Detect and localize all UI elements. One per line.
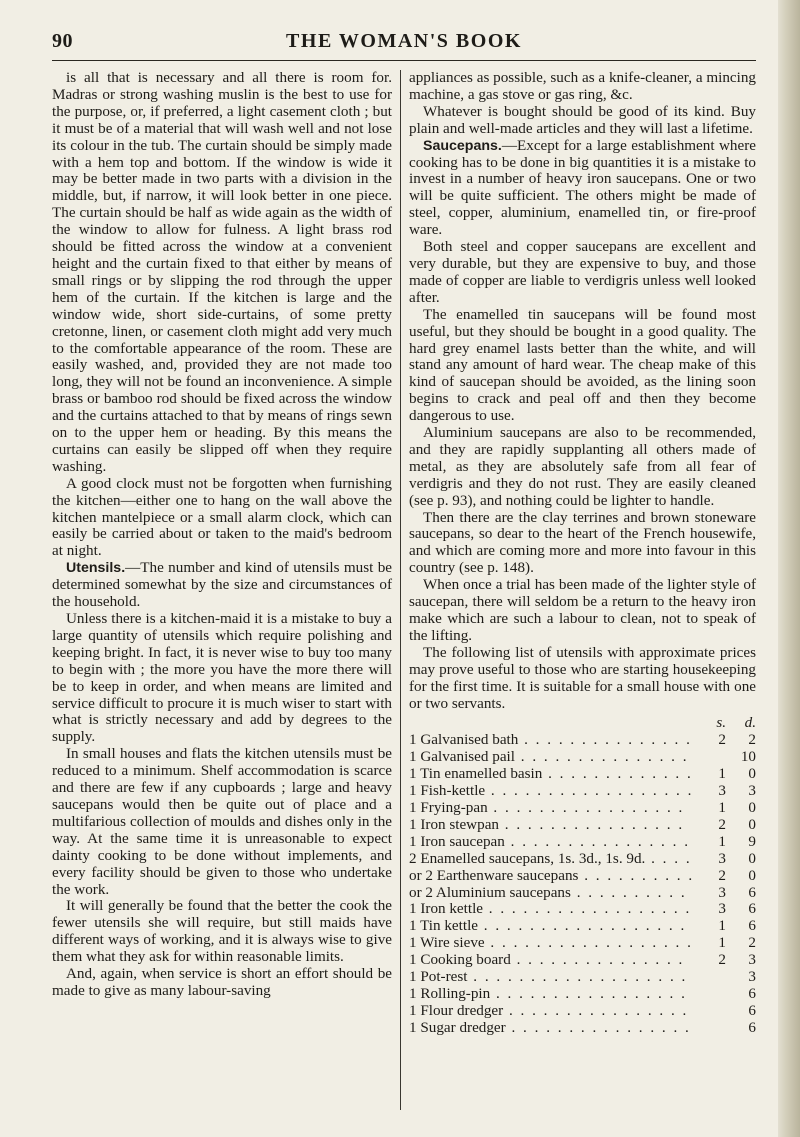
price-row bbox=[409, 834, 756, 851]
price-row bbox=[409, 969, 756, 986]
subheading: Utensils. bbox=[66, 560, 126, 577]
paragraph-text: —The number and kind of utensils must be determined somewhat by the size and circumstances of the household. bbox=[52, 559, 392, 611]
running-head: THE WOMAN'S BOOK bbox=[286, 30, 522, 52]
price-pence: 3 bbox=[748, 968, 756, 986]
price-pence: 6 bbox=[748, 883, 756, 901]
price-row bbox=[409, 935, 756, 952]
dot-leader: . . . . . . . . . . . . . bbox=[542, 766, 693, 783]
price-row bbox=[409, 766, 756, 783]
price-pence: 6 bbox=[748, 917, 756, 935]
paragraph-text: A good clock must not be forgotten when furnishing the kitchen—either one to hang on the wall above the kitchen mantelpiece or a small alarm clock, which can easily be carried about or taken to the maid's bedroom at night. bbox=[52, 474, 392, 560]
price-list bbox=[409, 715, 756, 1036]
price-item-name: 1 Tin enamelled basin bbox=[409, 766, 543, 783]
price-row bbox=[409, 732, 756, 749]
price-item-name: 1 Flour dredger bbox=[409, 1002, 504, 1019]
shillings-header: s. bbox=[716, 714, 726, 732]
price-shillings: 3 bbox=[718, 849, 726, 867]
price-shillings bbox=[710, 1020, 726, 1037]
paragraph-text: Unless there is a kitchen-maid it is a mistake to buy a large quantity of utensils which require polishing and keeping bright. In fact, it is never wise to buy too many to begin with ; the more you have the more there will be to keep in order, and when means are limited and service difficult to procure it is much wiser to start with what is strictly necessary and add by degrees to the supply. bbox=[52, 610, 392, 746]
paragraph bbox=[52, 476, 392, 561]
paragraph bbox=[409, 239, 756, 307]
price-row bbox=[409, 1003, 756, 1020]
right-paragraphs bbox=[409, 70, 756, 712]
price-row bbox=[409, 918, 756, 935]
price-pence: 9 bbox=[748, 832, 756, 850]
price-shillings: 2 bbox=[718, 815, 726, 833]
dot-leader: . . . . . . . . . . . . . . . bbox=[514, 749, 689, 766]
paragraph bbox=[52, 70, 392, 476]
price-row bbox=[409, 868, 756, 885]
price-shillings: 2 bbox=[718, 951, 726, 969]
price-item-name: 1 Cooking board bbox=[409, 952, 511, 969]
price-pence: 0 bbox=[748, 866, 756, 884]
price-row bbox=[409, 986, 756, 1003]
price-pence: 6 bbox=[748, 984, 756, 1002]
price-item-name: 1 Rolling-pin bbox=[409, 985, 491, 1002]
price-row bbox=[409, 952, 756, 969]
paragraph bbox=[52, 611, 392, 746]
dot-leader: . . . . . . . . . . . . . . . . . . bbox=[478, 918, 687, 935]
price-shillings: 3 bbox=[718, 883, 726, 901]
paragraph bbox=[409, 645, 756, 713]
price-item-name: 1 Iron stewpan bbox=[409, 816, 499, 833]
price-item-name: 1 Tin kettle bbox=[409, 918, 478, 935]
page-header bbox=[52, 30, 756, 61]
paragraph bbox=[52, 898, 392, 966]
page-number: 90 bbox=[52, 30, 73, 52]
price-item-name: 1 Frying-pan bbox=[409, 799, 488, 816]
price-pence: 3 bbox=[748, 782, 756, 800]
price-item-name: 1 Iron kettle bbox=[409, 901, 483, 918]
dot-leader: . . . . . . . . . . bbox=[570, 884, 687, 901]
paragraph-text: The following list of utensils with approximate prices may prove useful to those who are starting housekeeping for the first time. It is suitable for a small house with one or two servants. bbox=[409, 643, 756, 712]
price-row bbox=[409, 885, 756, 902]
price-row bbox=[409, 783, 756, 800]
paragraph-text: Both steel and copper saucepans are excellent and very durable, but they are expensive to buy, and those made of copper are liable to verdigris unless well looked after. bbox=[409, 238, 756, 306]
paragraph-text: Aluminium saucepans are also to be recommended, and they are rapidly supplanting all others made of metal, as they are absolutely safe from all fear of verdigris and they do not rust. They are easily cleaned (see p. 93), and nothing could be lighter to handle. bbox=[409, 424, 756, 509]
price-list-header bbox=[409, 715, 756, 732]
price-pence: 3 bbox=[748, 951, 756, 969]
right-column bbox=[409, 70, 756, 1037]
dot-leader: . . . . . . . . . . . . . . . . bbox=[498, 816, 685, 833]
price-pence: 10 bbox=[740, 748, 756, 766]
price-item-name: 1 Pot-rest bbox=[409, 969, 468, 986]
price-shillings: 1 bbox=[718, 765, 726, 783]
price-row bbox=[409, 1020, 756, 1037]
pence-header: d. bbox=[744, 714, 756, 732]
price-pence: 0 bbox=[748, 815, 756, 833]
paragraph-text: —Except for a large establishment where cooking has to be done in big quantities it is a mistake to invest in a number of heavy iron saucepans. One or two will be quite sufficient. The others might be made of steel, copper, aluminium, enamelled tin, or fire-proof ware. bbox=[409, 136, 756, 239]
price-item-name: 1 Fish-kettle bbox=[409, 783, 486, 800]
paragraph-text: When once a trial has been made of the lighter style of saucepan, there will seldom be a return to the heavy iron make which are such a labour to clean, not to speak of the lifting. bbox=[409, 576, 756, 644]
price-shillings: 2 bbox=[718, 731, 726, 749]
price-item-name: 2 Enamelled saucepans, 1s. 3d., 1s. 9d. bbox=[409, 850, 646, 867]
paragraph-text: The enamelled tin saucepans will be found most useful, but they should be bought in a good quality. The hard grey enamel lasts better than the white, and will stand any amount of hard wear. The cheap make of this kind of saucepan should be avoided, as the lining soon begins to crack and peal off and then they become dangerous to use. bbox=[409, 305, 756, 425]
paragraph bbox=[409, 425, 756, 510]
dot-leader: . . . . . . . . . . . . . . . . . bbox=[490, 985, 687, 1002]
price-shillings: 1 bbox=[718, 934, 726, 952]
dot-leader: . . . . . . . . . . . . . . . . bbox=[505, 1019, 691, 1036]
price-item-name: 1 Wire sieve bbox=[409, 935, 485, 952]
paragraph bbox=[409, 307, 756, 425]
paragraph bbox=[409, 510, 756, 578]
price-pence: 6 bbox=[748, 900, 756, 918]
paragraph bbox=[409, 577, 756, 645]
dot-leader: . . . . . . . . . . . . . . . bbox=[518, 732, 692, 749]
dot-leader: . . . . . . . . . . . . . . . . . bbox=[487, 799, 685, 816]
paragraph bbox=[52, 560, 392, 611]
page-edge-shadow bbox=[778, 0, 800, 1137]
price-pence: 2 bbox=[748, 934, 756, 952]
price-shillings bbox=[710, 969, 726, 986]
paragraph bbox=[52, 746, 392, 898]
dot-leader: . . . . . . . . . . . . . . . . . . bbox=[484, 935, 693, 952]
paragraph-text: appliances as possible, such as a knife-cleaner, a mincing machine, a gas stove or gas ring, &c. bbox=[409, 69, 756, 103]
dot-leader: . . . . . . . . . . . . . . . bbox=[510, 952, 685, 969]
price-shillings: 3 bbox=[718, 900, 726, 918]
price-row bbox=[409, 800, 756, 817]
subheading: Saucepans. bbox=[423, 137, 502, 154]
paragraph bbox=[409, 70, 756, 104]
dot-leader: . . . . . . . . . . . . . . . . . . bbox=[485, 783, 694, 800]
dot-leader: . . . . . . . . . . . . . . . . bbox=[504, 833, 690, 850]
price-item-name: 1 Sugar dredger bbox=[409, 1019, 506, 1036]
paragraph-text: Whatever is bought should be good of its kind. Buy plain and well-made articles and they will last a lifetime. bbox=[409, 102, 756, 137]
dot-leader: . . . . . . . . . . . . . . . . . . bbox=[483, 901, 692, 918]
price-row bbox=[409, 901, 756, 918]
price-row bbox=[409, 817, 756, 834]
dot-leader: . . . . . . . . . . bbox=[578, 867, 695, 884]
price-shillings bbox=[710, 1003, 726, 1020]
price-shillings bbox=[710, 986, 726, 1003]
dot-leader: . . . . bbox=[645, 850, 692, 867]
price-shillings: 1 bbox=[718, 832, 726, 850]
dot-leader: . . . . . . . . . . . . . . . . . . . bbox=[467, 969, 688, 986]
price-pence: 0 bbox=[748, 849, 756, 867]
paragraph-text: is all that is necessary and all there is room for. Madras or strong washing muslin is the best to use for the purpose, or, if preferred, a light casement cloth ; but it must be of a material that will wash well and not lose its colour in the tub. The curtain should be simply made with a hem top and bottom. If the window is wide it may be better made in two parts with a division in the middle, but, if narrow, it will look better in one piece. The curtain should be half as wide again as the width of the window to allow for fulness. A light brass rod should be fitted across the window at a convenient height and the curtain fixed to that either by means of small rings or by slipping the rod through the upper hem of the curtain. If the kitchen is large and the window wide, short side-curtains, of some pretty cretonne, linen, or casement cloth might add very much to the comfortable appearance of the room. These are easily washed, and, provided they are not made too long, they will not be found an inconvenience. A simple brass or bamboo rod should be fixed across the window and the curtains attached to that by means of rings sewn on to the upper hem or heading. By this means the curtains can easily be slipped off when they require washing. bbox=[52, 69, 392, 475]
price-item-name: 1 Galvanised pail bbox=[409, 749, 515, 766]
paragraph-text: It will generally be found that the better the cook the fewer utensils she will require, but still maids have different ways of working, and it is always wise to give them what they ask for within reasonable limits. bbox=[52, 897, 392, 966]
price-shillings: 1 bbox=[718, 798, 726, 816]
price-shillings bbox=[710, 749, 726, 766]
paragraph-text: In small houses and flats the kitchen utensils must be reduced to a minimum. Shelf accommodation is scarce and there are few if any cupboards ; large and heavy saucepans would then be quite out of place and a multifarious collection of moulds and dishes only in the way. At the same time it is unreasonable to expect dainty cooking to be done without implements, and every facility should be given to those who undertake the work. bbox=[52, 745, 392, 898]
paragraph bbox=[409, 104, 756, 138]
price-pence: 6 bbox=[748, 1018, 756, 1036]
paragraph bbox=[52, 966, 392, 1000]
price-pence: 6 bbox=[748, 1001, 756, 1019]
price-item-name: or 2 Earthenware saucepans bbox=[409, 867, 579, 884]
price-row bbox=[409, 749, 756, 766]
price-shillings: 2 bbox=[718, 866, 726, 884]
paragraph bbox=[409, 138, 756, 239]
price-item-name: 1 Galvanised bath bbox=[409, 732, 519, 749]
paragraph-text: Then there are the clay terrines and brown stoneware saucepans, so dear to the heart of the French housewife, and which are coming more and more into favour in this country (see p. 148). bbox=[409, 508, 756, 577]
price-pence: 0 bbox=[748, 798, 756, 816]
paragraph-text: And, again, when service is short an effort should be made to give as many labour-saving bbox=[52, 965, 392, 999]
price-shillings: 3 bbox=[718, 782, 726, 800]
price-pence: 2 bbox=[748, 731, 756, 749]
price-item-name: 1 Iron saucepan bbox=[409, 833, 505, 850]
dot-leader: . . . . . . . . . . . . . . . . bbox=[503, 1002, 689, 1019]
column-rule bbox=[400, 70, 401, 1110]
price-pence: 0 bbox=[748, 765, 756, 783]
price-shillings: 1 bbox=[718, 917, 726, 935]
price-row bbox=[409, 851, 756, 868]
left-column bbox=[52, 70, 392, 1000]
price-item-name: or 2 Aluminium saucepans bbox=[409, 884, 571, 901]
